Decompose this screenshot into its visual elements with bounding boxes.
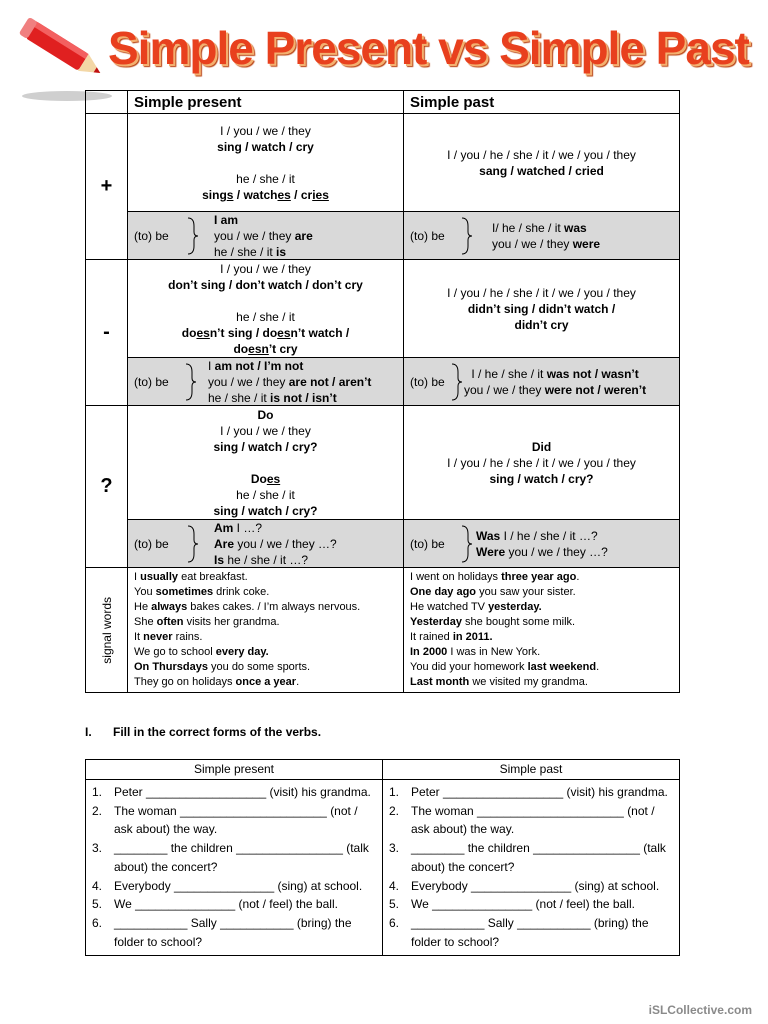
exercise-present-column <box>86 780 383 956</box>
exercise-item[interactable]: 5. We _______________ (not / feel) the ball. <box>92 897 338 912</box>
brace-icon <box>460 524 472 564</box>
question-present: Do I / you / we / they sing / watch / cry? Does he / she / it sing / watch / cry? <box>128 406 404 520</box>
header-blank <box>86 91 128 114</box>
signal-words-label-cell <box>86 568 128 693</box>
exercise-item[interactable]: 4. Everybody _______________ (sing) at school. <box>92 878 363 893</box>
be-negative-past: (to) be I / he / she / it was not / wasn’t you / we / they were not / weren’t <box>404 358 680 406</box>
positive-past: I / you / he / she / it / we / you / they sang / watched / cried <box>404 114 680 212</box>
title-banner <box>0 0 768 90</box>
be-positive-present: (to) be I am you / we / they are he / she / it is <box>128 212 404 260</box>
exercise-past-column <box>383 780 680 956</box>
grammar-table <box>85 90 680 693</box>
signal-words-label: signal words <box>99 596 114 664</box>
positive-present: I / you / we / they sing / watch / cry he / she / it sings / watches / cries <box>128 114 404 212</box>
exercise-item[interactable]: 6. ___________ Sally ___________ (bring) the folder to school? <box>92 915 352 949</box>
exercise-heading: I. Fill in the correct forms of the verbs. <box>85 725 322 739</box>
page-title: Simple Present vs Simple Past <box>108 22 749 74</box>
be-positive-past: (to) be I/ he / she / it was you / we / they were <box>404 212 680 260</box>
exercise-item[interactable]: 2. The woman ______________________ (not / ask about) the way. <box>389 803 655 837</box>
brace-icon <box>450 362 462 402</box>
sign-question: ? <box>86 406 128 568</box>
exercise-header-present: Simple present <box>86 760 383 780</box>
exercise-item[interactable]: 1. Peter __________________ (visit) his grandma. <box>92 785 371 799</box>
brace-icon <box>184 362 196 402</box>
exercise-item[interactable]: 5. We _______________ (not / feel) the ball. <box>389 897 635 912</box>
be-question-present: (to) be Am I …? Are you / we / they …? Is he / she / it …? <box>128 520 404 568</box>
exercise-item[interactable]: 2. The woman ______________________ (not / ask about) the way. <box>92 803 358 837</box>
brace-icon <box>460 216 472 256</box>
negative-past: I / you / he / she / it / we / you / they didn’t sing / didn’t watch / didn’t cry <box>404 260 680 358</box>
sign-positive: + <box>86 114 128 260</box>
negative-present: I / you / we / they don’t sing / don’t watch / don’t cry he / she / it doesn’t sing / doesn’t watch / doesn’t cry <box>128 260 404 358</box>
header-past: Simple past <box>404 91 680 114</box>
exercise-item[interactable]: 1. Peter __________________ (visit) his grandma. <box>389 785 668 799</box>
exercise-table <box>85 759 680 956</box>
exercise-item[interactable]: 3. ________ the children ________________ (talk about) the concert? <box>389 841 666 874</box>
brace-icon <box>186 524 198 564</box>
exercise-item[interactable]: 3. ________ the children ________________ (talk about) the concert? <box>92 841 369 874</box>
exercise-header-past: Simple past <box>383 760 680 780</box>
sign-negative: - <box>86 260 128 406</box>
be-question-past: (to) be Was I / he / she / it …? Were you / we / they …? <box>404 520 680 568</box>
header-present: Simple present <box>128 91 404 114</box>
brace-icon <box>186 216 198 256</box>
question-past: Did I / you / he / she / it / we / you / they sing / watch / cry? <box>404 406 680 520</box>
exercise-item[interactable]: 4. Everybody _______________ (sing) at school. <box>389 878 660 893</box>
site-watermark[interactable]: iSLCollective.com <box>648 1003 752 1017</box>
signal-past: I went on holidays three year ago. One day ago you saw your sister. He watched TV yesterday. Yesterday she bought some milk. It rained in 2011. In 2000 I was in New York. You did your homework last weekend. Last month we visited my grandma. <box>404 568 680 693</box>
signal-present: I usually eat breakfast. You sometimes drink coke. He always bakes cakes. / I’m always nervous. She often visits her grandma. It never rains. We go to school every day. On Thursdays you do some sports. They go on holidays once a year. <box>128 568 404 693</box>
be-negative-present: (to) be I am not / I’m not you / we / they are not / aren’t he / she / it is not / isn’t <box>128 358 404 406</box>
exercise-item[interactable]: 6. ___________ Sally ___________ (bring) the folder to school? <box>389 915 649 949</box>
